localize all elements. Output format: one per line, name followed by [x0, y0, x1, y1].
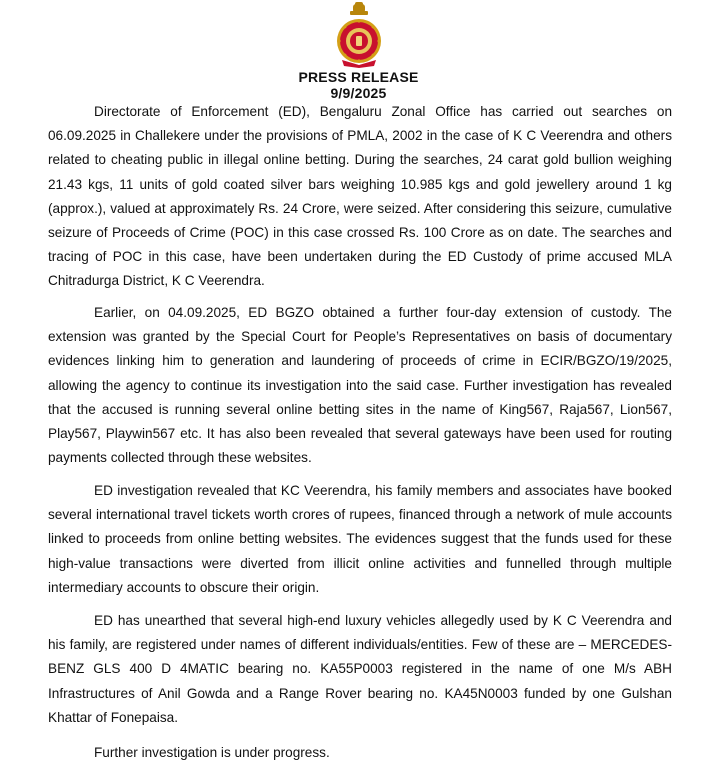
paragraph-travel: ED investigation revealed that KC Veerendra, his family members and associates have booked several international travel tickets worth crores of rupees, financed through a network of mule accounts linked to proceeds from online betting websites. The evidences suggest that the funds used for these high-value transactions were diverted from illicit online activities and funnelled through multiple intermediary accounts to obscure their origin.: [48, 483, 672, 595]
page-title: PRESS RELEASE: [298, 69, 419, 85]
ed-emblem-icon: [334, 2, 384, 68]
release-date: 9/9/2025: [330, 85, 387, 101]
paragraph-custody: Earlier, on 04.09.2025, ED BGZO obtained a further four-day extension of custody. The extension was granted by the Special Court for People’s Representatives on basis of documentary evidences linking him to generation and laundering of proceeds of crime in ECIR/BGZO/19/2025, allowing the agency to continue its investigation into the said case. Further investigation has revealed that the accused is running several online betting sites in the name of King567, Raja567, Lion567, Play567, Playwin567 etc. It has also been revealed that several gateways have been used for routing payments collected through these websites.: [48, 305, 672, 466]
paragraph-vehicles: ED has unearthed that several high-end luxury vehicles allegedly used by K C Veerendra and his family, are registered under names of different individuals/entities. Few of these are – MERCEDES-BENZ GLS 400 D 4MATIC bearing no. KA55P0003 registered in the name of one M/s ABH Infrastructures of Anil Gowda and a Range Rover bearing no. KA45N0003 funded by one Gulshan Khattar of Fonepaisa.: [48, 613, 672, 725]
paragraph-seizure: Directorate of Enforcement (ED), Bengaluru Zonal Office has carried out searches on 06.09.2025 in Challekere under the provisions of PMLA, 2002 in the case of K C Veerendra and others related to cheating public in illegal online betting. During the searches, 24 carat gold bullion weighing 21.43 kgs, 11 units of gold coated silver bars weighing 10.985 kgs and gold jewellery around 1 kg (approx.), valued at approximately Rs. 24 Crore, were seized. After considering this seizure, cumulative seizure of Proceeds of Crime (POC) in this case crossed Rs. 100 Crore as on date. The searches and tracing of POC in this case, have been undertaken during the ED Custody of prime accused MLA Chitradurga District, K C Veerendra.: [48, 104, 672, 289]
paragraph-progress: Further investigation is under progress.: [94, 745, 330, 760]
